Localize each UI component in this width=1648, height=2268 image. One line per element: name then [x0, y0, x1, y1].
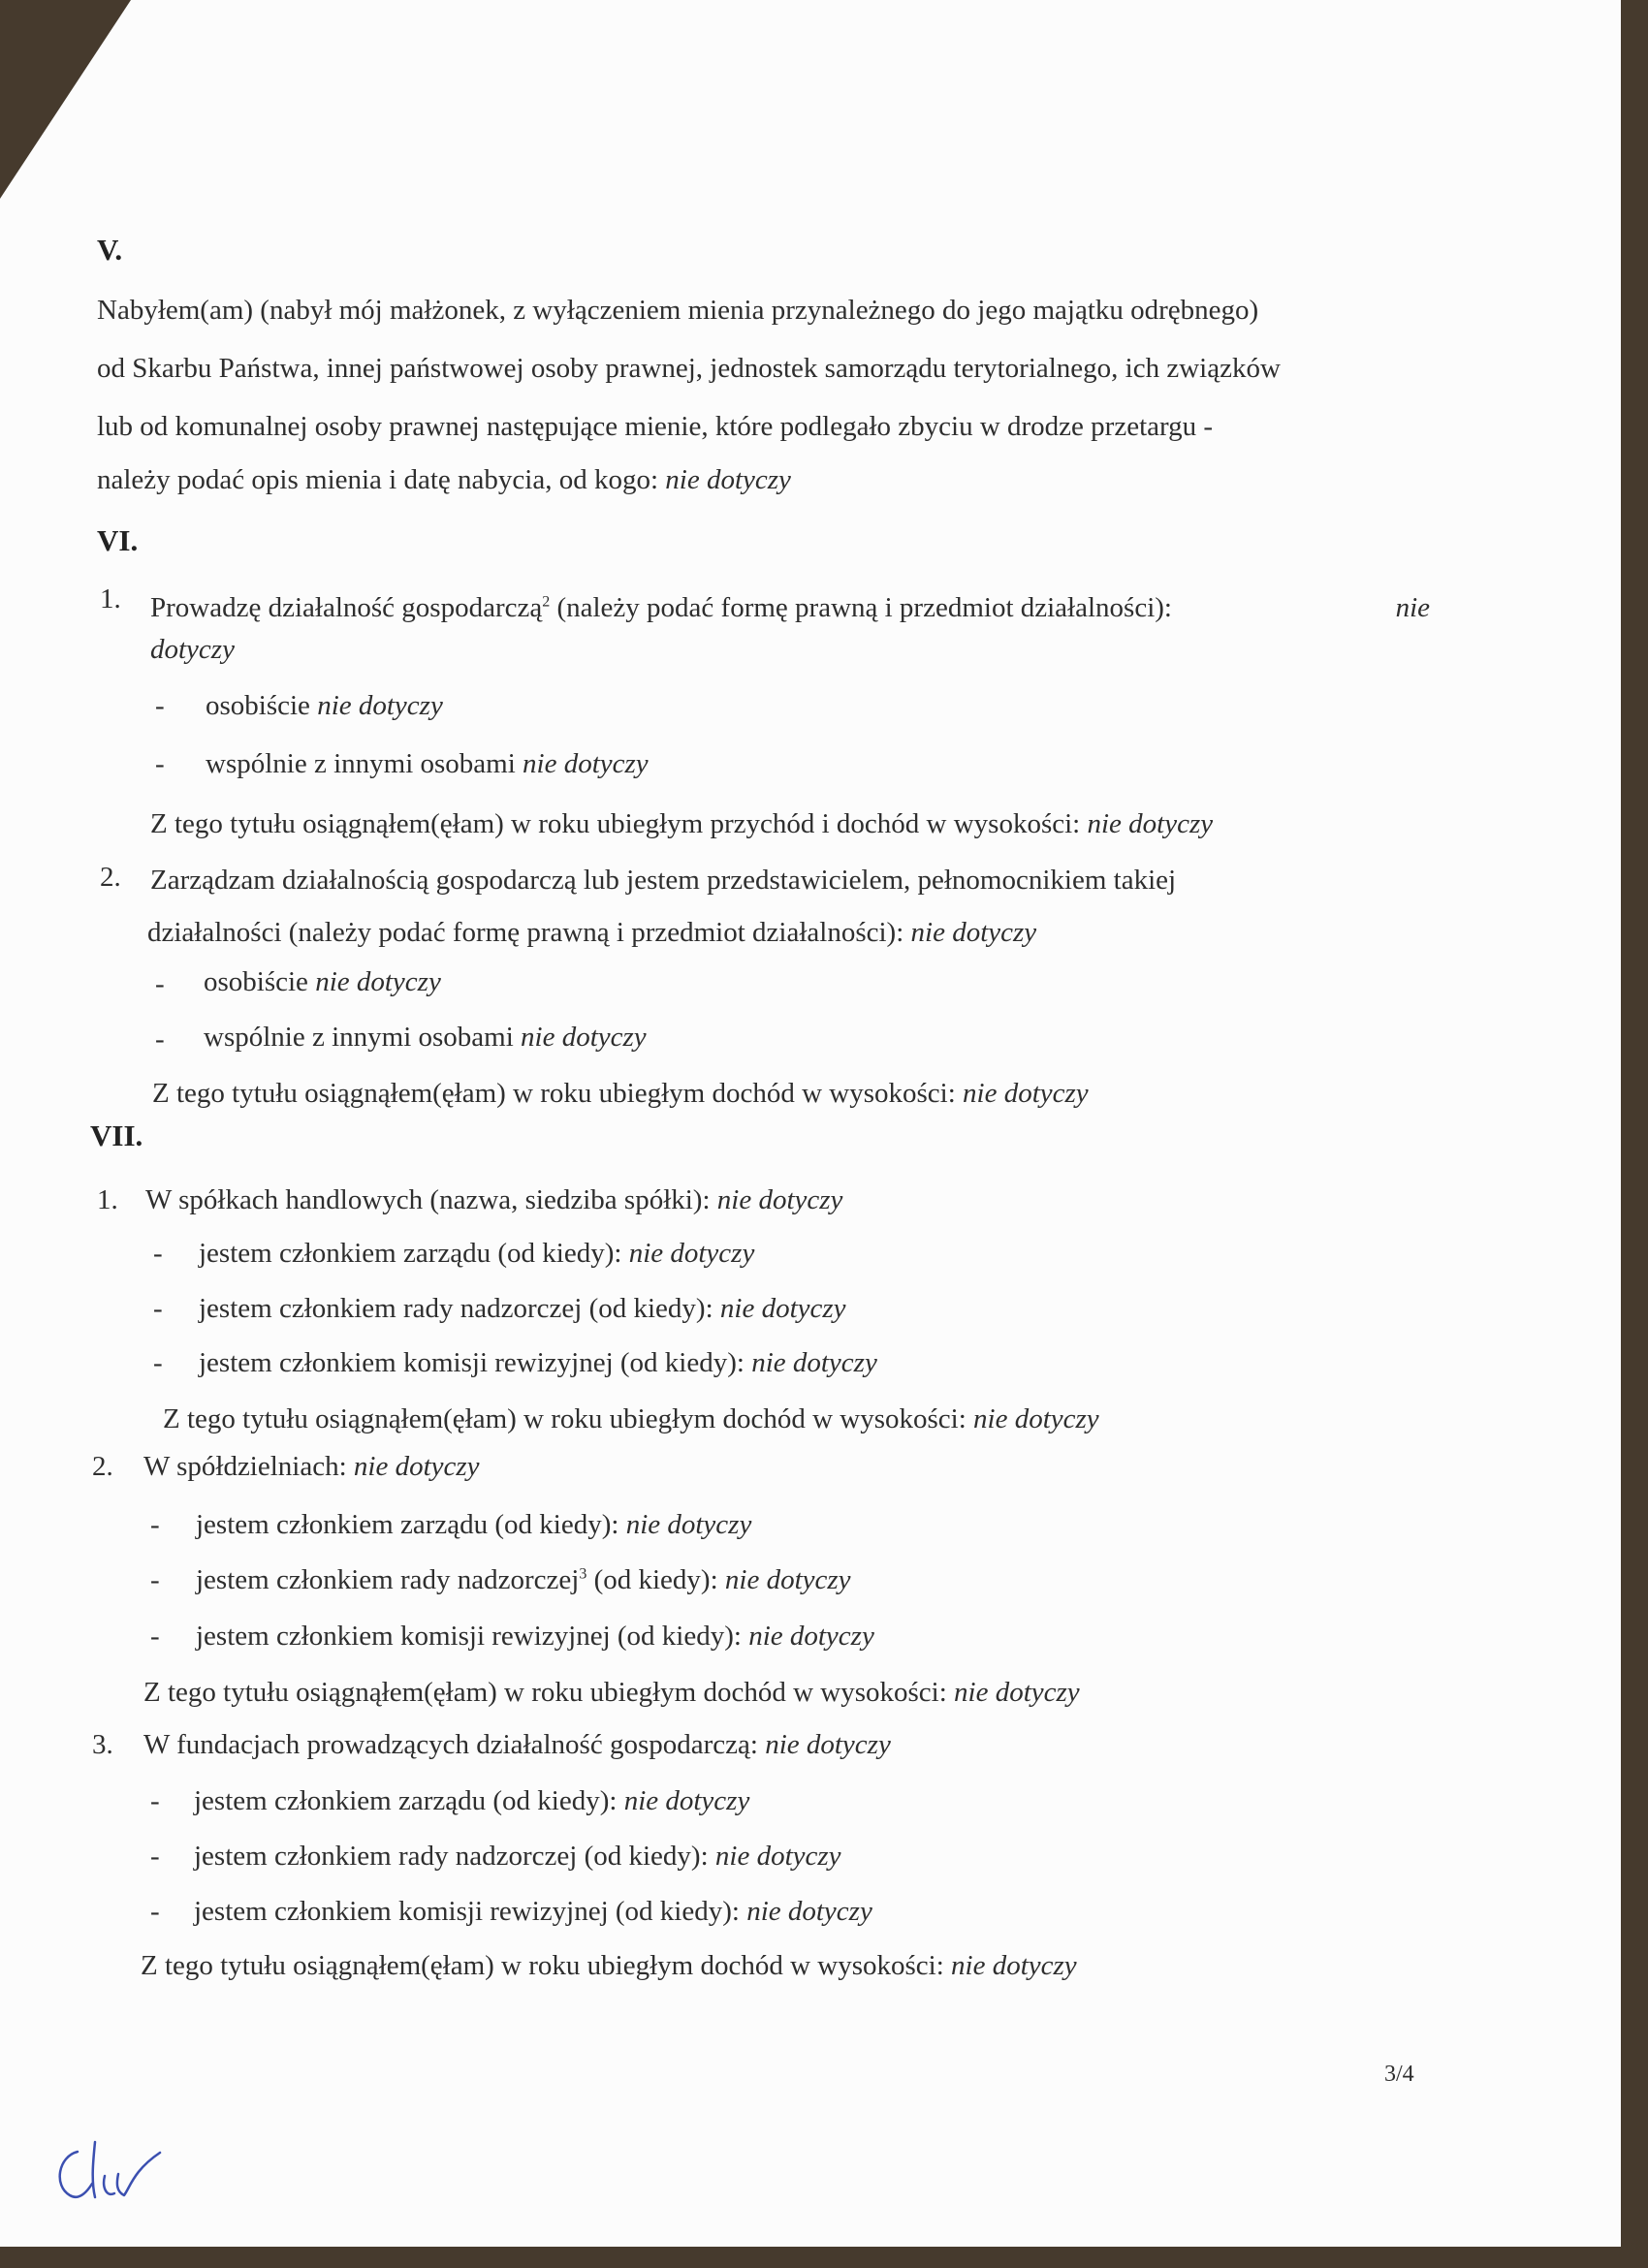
vii-item1-sub-1: jestem członkiem zarządu (od kiedy): nie dotyczy	[199, 1238, 755, 1269]
section-v-line-1: Nabyłem(am) (nabył mój małżonek, z wyłączeniem mienia przynależnego do jego majątku odrębnego)	[97, 295, 1259, 326]
page-number: 3/4	[1384, 2062, 1414, 2087]
vii-item2-sub-1: jestem członkiem zarządu (od kiedy): nie dotyczy	[196, 1509, 752, 1540]
vii-item2-income: Z tego tytułu osiągnąłem(ęłam) w roku ubiegłym dochód w wysokości: nie dotyczy	[143, 1677, 1080, 1708]
vii-item1-dash-1: -	[153, 1238, 163, 1269]
vi-item1-dash-1: -	[155, 690, 165, 721]
vii-item3-dash-1: -	[150, 1785, 160, 1816]
section-vii-heading: VII.	[90, 1118, 143, 1152]
vii-item2-dash-2: -	[150, 1564, 160, 1595]
vi-item2-number: 2.	[100, 862, 121, 893]
vii-item1-number: 1.	[97, 1184, 118, 1215]
vii-item2-sub-2: jestem członkiem rady nadzorczej$^3$ (od kiedy): nie dotyczy	[196, 1564, 851, 1595]
vii-item3-sub-3: jestem członkiem komisji rewizyjnej (od kiedy): nie dotyczy	[194, 1896, 872, 1927]
vii-item3-text: W fundacjach prowadzących działalność gospodarczą: nie dotyczy	[143, 1729, 891, 1760]
vii-item1-sub-2: jestem członkiem rady nadzorczej (od kiedy): nie dotyczy	[199, 1293, 846, 1324]
vi-item1-sub-2: wspólnie z innymi osobami nie dotyczy	[206, 748, 649, 779]
vi-item2-dash-1: -	[155, 968, 165, 999]
section-v-line-4: należy podać opis mienia i datę nabycia, od kogo: nie dotyczy	[97, 464, 791, 495]
vi-item1-income: Z tego tytułu osiągnąłem(ęłam) w roku ubiegłym przychód i dochód w wysokości: nie dotyczy	[150, 808, 1214, 839]
vii-item3-income: Z tego tytułu osiągnąłem(ęłam) w roku ubiegłym dochód w wysokości: nie dotyczy	[141, 1950, 1077, 1981]
vi-item1-number: 1.	[100, 583, 121, 614]
vi-item2-line-1: Zarządzam działalnością gospodarczą lub jestem przedstawicielem, pełnomocnikiem takiej	[150, 865, 1177, 896]
vi-item1-sub-1: osobiście nie dotyczy	[206, 690, 443, 721]
section-v-heading: V.	[97, 233, 123, 267]
vii-item1-income: Z tego tytułu osiągnąłem(ęłam) w roku ubiegłym dochód w wysokości: nie dotyczy	[163, 1403, 1099, 1434]
answer: nie dotyczy	[665, 464, 791, 495]
vii-item3-number: 3.	[92, 1729, 113, 1760]
vi-item2-line-2: działalności (należy podać formę prawną i przedmiot działalności): nie dotyczy	[147, 917, 1037, 948]
vi-item2-sub-2: wspólnie z innymi osobami nie dotyczy	[204, 1022, 647, 1053]
vii-item1-sub-3: jestem członkiem komisji rewizyjnej (od kiedy): nie dotyczy	[199, 1347, 877, 1378]
handwritten-initials	[48, 2127, 194, 2215]
section-v-line-3: lub od komunalnej osoby prawnej następujące mienie, które podlegało zbyciu w drodze przetargu -	[97, 411, 1214, 442]
vii-item2-dash-1: -	[150, 1509, 160, 1540]
vi-item1-dash-2: -	[155, 748, 165, 779]
vii-item3-sub-1: jestem członkiem zarządu (od kiedy): nie dotyczy	[194, 1785, 750, 1816]
section-vi-heading: VI.	[97, 523, 139, 557]
vii-item2-text: W spółdzielniach: nie dotyczy	[143, 1451, 480, 1482]
vii-item1-text: W spółkach handlowych (nazwa, siedziba spółki): nie dotyczy	[145, 1184, 843, 1215]
vii-item2-dash-3: -	[150, 1621, 160, 1652]
vii-item3-dash-2: -	[150, 1841, 160, 1872]
vi-item1-line-2: dotyczy	[150, 634, 235, 665]
vii-item3-dash-3: -	[150, 1896, 160, 1927]
vi-item2-sub-1: osobiście nie dotyczy	[204, 966, 441, 997]
vi-item2-income: Z tego tytułu osiągnąłem(ęłam) w roku ubiegłym dochód w wysokości: nie dotyczy	[152, 1078, 1089, 1109]
vii-item1-dash-2: -	[153, 1293, 163, 1324]
section-v-line-2: od Skarbu Państwa, innej państwowej osoby prawnej, jednostek samorządu terytorialnego, ich związków	[97, 353, 1281, 384]
vi-item2-dash-2: -	[155, 1024, 165, 1055]
vi-item1-line-1: Prowadzę działalność gospodarczą$^2$ (należy podać formę prawną i przedmiot działalności): nie	[150, 592, 1430, 623]
vii-item1-dash-3: -	[153, 1347, 163, 1378]
vii-item2-number: 2.	[92, 1451, 113, 1482]
vii-item3-sub-2: jestem członkiem rady nadzorczej (od kiedy): nie dotyczy	[194, 1841, 841, 1872]
vii-item2-sub-3: jestem członkiem komisji rewizyjnej (od kiedy): nie dotyczy	[196, 1621, 874, 1652]
